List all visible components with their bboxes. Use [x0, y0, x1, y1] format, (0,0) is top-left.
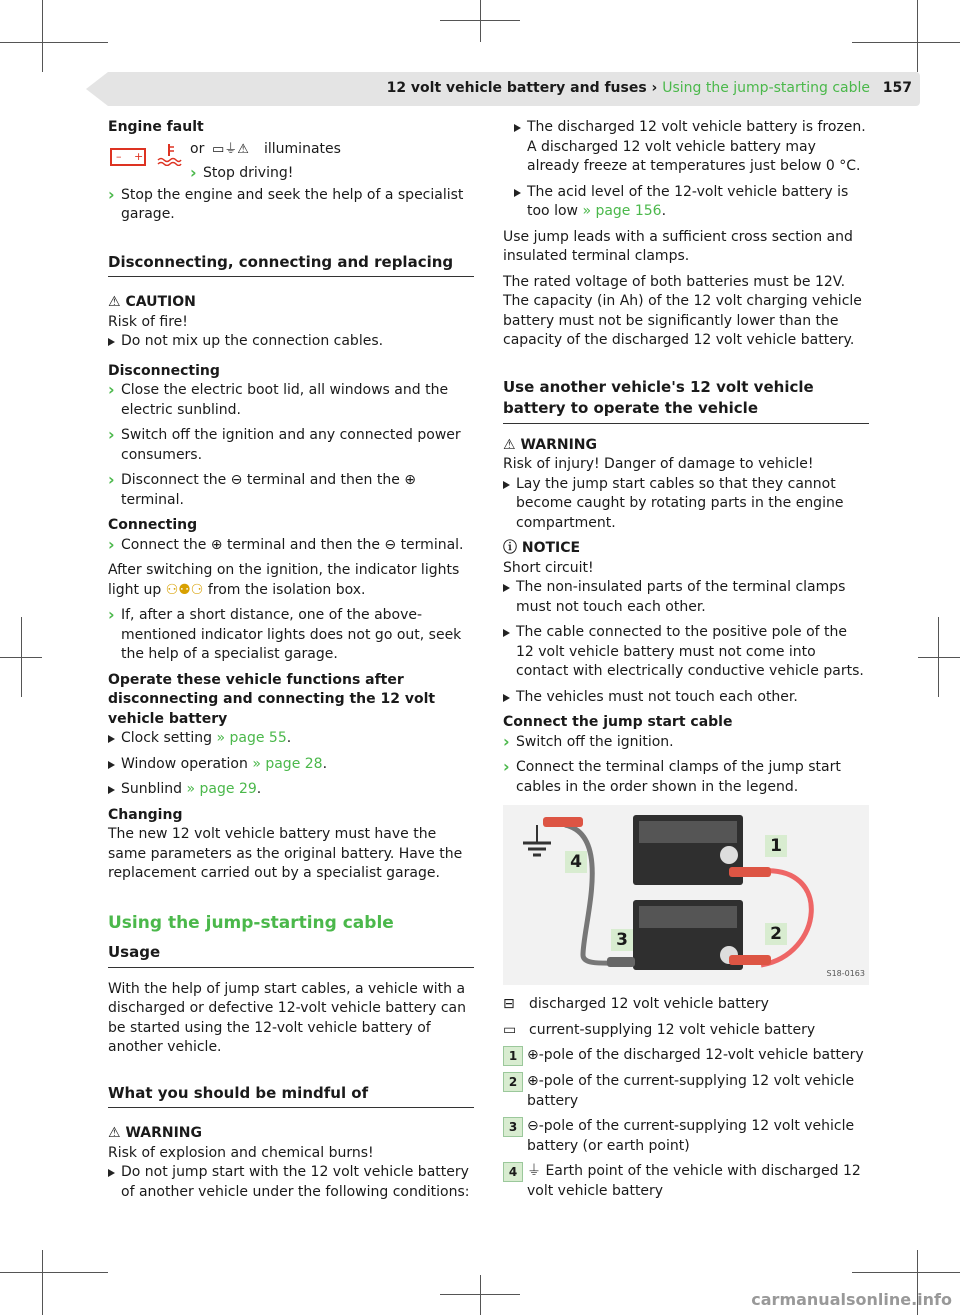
- crop-mark: [0, 1272, 108, 1273]
- legend-item-text: ⏚ Earth point of the vehicle with discharged 12 volt vehicle battery: [527, 1163, 861, 1199]
- engine-fault-block: [108, 140, 474, 186]
- warning-risk: Risk of injury! Danger of damage to vehicle!: [503, 456, 814, 472]
- crop-mark: [918, 657, 960, 658]
- legend-number: 3: [503, 1117, 523, 1137]
- heading-disconnecting: Disconnecting, connecting and replacing: [108, 253, 474, 278]
- operate-item: [108, 729, 474, 749]
- connecting-title: Connecting: [108, 517, 198, 533]
- crop-mark: [480, 1275, 481, 1315]
- caution-title: [108, 293, 474, 313]
- engine-fault-or: or: [190, 140, 205, 157]
- engine-fault-title: Engine fault: [108, 119, 204, 135]
- condition-item-text: The acid level of the 12-volt vehicle battery is too low: [527, 183, 849, 219]
- warning-title: [108, 1124, 474, 1144]
- operate-title: Operate these vehicle functions after disconnecting and connecting the 12 volt vehicle battery: [108, 671, 436, 727]
- svg-text:+: +: [134, 149, 144, 163]
- operate-item: [108, 780, 474, 800]
- legend-number: 4: [503, 1162, 523, 1182]
- indicator-lights-icons: ⚇⚉⚆: [165, 581, 204, 598]
- heading-mindful: What you should be mindful of: [108, 1084, 474, 1109]
- header-breadcrumb: [387, 80, 870, 96]
- conn-item: [108, 536, 474, 556]
- connect-item-text: Switch off the ignition.: [516, 733, 674, 750]
- connect-item: [503, 733, 869, 753]
- warning-item: [503, 475, 869, 534]
- page-link[interactable]: » page 156: [582, 203, 662, 219]
- notice-title: [503, 539, 869, 559]
- warning-triangle-icon: ⚠: [108, 1125, 121, 1141]
- changing-text: The new 12 volt vehicle battery must have the same parameters as the original battery. Have the replacement carried out by a specialist garage.: [108, 826, 463, 881]
- heading-usage: Usage: [108, 943, 474, 968]
- disc-item: [108, 471, 474, 510]
- figure-label-2: 2: [765, 923, 787, 945]
- notice-title-text: NOTICE: [521, 540, 581, 556]
- header-section: Using the jump-starting cable: [662, 80, 870, 96]
- small-battery-icon: ▭⏚⚠: [212, 141, 249, 157]
- header-chapter: 12 volt vehicle battery and fuses: [386, 80, 647, 96]
- legend-item-text: ⊕-pole of the current-supplying 12 volt vehicle battery: [527, 1073, 855, 1109]
- legend-number: 1: [503, 1046, 523, 1066]
- after-switching: [108, 561, 474, 600]
- coolant-temperature-icon: [156, 142, 182, 166]
- watermark: carmanualsonline.info: [751, 1290, 952, 1309]
- jump-start-diagram: [503, 805, 869, 985]
- right-column: [503, 118, 869, 1207]
- legend-item: [503, 1046, 869, 1066]
- caution-risk: Risk of fire!: [108, 313, 188, 330]
- legend-item-text: ⊕-pole of the discharged 12-volt vehicle battery: [527, 1047, 864, 1063]
- warning-item-text: Lay the jump start cables so that they cannot become caught by rotating parts in the engine compartment.: [516, 475, 844, 531]
- legend-item: [503, 1072, 869, 1111]
- notice-item-text: The non-insulated parts of the terminal clamps must not touch each other.: [516, 579, 846, 615]
- crop-mark: [21, 617, 22, 697]
- figure-code: S18-0163: [826, 968, 865, 978]
- legend-number: 2: [503, 1072, 523, 1092]
- heading-jump-starting: Using the jump-starting cable: [108, 912, 394, 933]
- warning-title-text: WARNING: [520, 436, 597, 453]
- condition-item-text: The discharged 12 volt vehicle battery is frozen. A discharged 12 volt vehicle battery may already freeze at temperatures just below 0 °C.: [527, 119, 866, 174]
- use-leads: Use jump leads with a sufficient cross section and insulated terminal clamps.: [503, 228, 853, 264]
- disc-item: [108, 426, 474, 465]
- crop-mark: [42, 0, 43, 72]
- warning-title: [503, 436, 869, 456]
- notice-item: [503, 688, 869, 708]
- page-number: 157: [882, 80, 912, 96]
- figure-label-3: 3: [611, 929, 633, 951]
- warning-risk: Risk of explosion and chemical burns!: [108, 1144, 374, 1161]
- legend-supplying-text: current-supplying 12 volt vehicle battery: [529, 1021, 816, 1038]
- disc-item-text: Switch off the ignition and any connected power consumers.: [121, 427, 461, 463]
- usage-text: With the help of jump start cables, a vehicle with a discharged or defective 12-volt vehicle battery can be started using the 12-volt vehicle battery of another vehicle.: [108, 980, 466, 1055]
- engine-fault-illuminates: illuminates: [264, 140, 341, 157]
- supplying-battery-icon: ▭: [503, 1021, 517, 1038]
- header-sep: ›: [646, 80, 663, 96]
- caution-item-text: Do not mix up the connection cables.: [121, 333, 384, 349]
- crop-mark: [917, 0, 918, 72]
- operate-item-end: .: [322, 755, 328, 772]
- condition-item: [514, 118, 869, 177]
- operate-item-end: .: [286, 730, 292, 746]
- operate-item-text: Window operation: [121, 755, 253, 772]
- page-link[interactable]: » page 29: [186, 781, 257, 797]
- conn-item-text: Connect the ⊕ terminal and then the ⊖ terminal.: [121, 536, 464, 553]
- notice-item-text: The vehicles must not touch each other.: [516, 688, 798, 705]
- crop-mark: [852, 1272, 960, 1273]
- disc-item-text: Close the electric boot lid, all windows and the electric sunblind.: [121, 382, 449, 418]
- discharged-battery-icon: ⊟: [503, 996, 515, 1012]
- crop-mark: [852, 42, 960, 43]
- operate-item-end: .: [256, 781, 262, 797]
- heading-another-vehicle: Use another vehicle's 12 volt vehicle battery to operate the vehicle: [503, 377, 869, 424]
- stop-driving-text: Stop driving!: [203, 164, 294, 181]
- page-header: [108, 72, 920, 106]
- caution-box: [108, 293, 474, 352]
- disc-item-text: Disconnect the ⊖ terminal and then the ⊕ terminal.: [121, 472, 417, 508]
- figure-label-1: 1: [765, 835, 787, 857]
- notice-item: [503, 578, 869, 617]
- figure-label-4: 4: [565, 851, 587, 873]
- left-column: [108, 118, 474, 1208]
- stop-engine-item: [108, 186, 474, 225]
- after-switching-text: After switching on the ignition, the indicator lights light up: [108, 562, 460, 598]
- if-after-text: If, after a short distance, one of the above-mentioned indicator lights does not go out, seek the help of a specialist garage.: [121, 607, 462, 662]
- connect-title: Connect the jump start cable: [503, 714, 733, 730]
- caution-title-text: CAUTION: [125, 294, 196, 310]
- warning-triangle-icon: ⚠: [503, 436, 516, 453]
- battery-warning-icon: [110, 146, 146, 166]
- operate-item: [108, 755, 474, 775]
- crop-mark: [0, 42, 108, 43]
- disconnecting-title: Disconnecting: [108, 362, 220, 379]
- legend-item: [503, 1117, 869, 1156]
- rated-voltage: The rated voltage of both batteries must be 12V. The capacity (in Ah) of the 12 volt charging vehicle battery must not be significantly lower than the capacity of the discharged 12 volt vehicle battery.: [503, 273, 862, 348]
- warning-item: [108, 1163, 474, 1202]
- operate-item-text: Sunblind: [121, 781, 187, 797]
- crop-mark: [480, 0, 481, 42]
- notice-item: [503, 623, 869, 682]
- notice-icon: ⓘ: [503, 540, 517, 556]
- page-link[interactable]: » page 55: [216, 730, 287, 746]
- notice-risk: Short circuit!: [503, 559, 594, 576]
- operate-item-text: Clock setting: [121, 730, 217, 746]
- legend-item-text: ⊖-pole of the current-supplying 12 volt vehicle battery (or earth point): [527, 1118, 855, 1154]
- warning-triangle-icon: ⚠: [108, 294, 121, 310]
- warning-item-text: Do not jump start with the 12 volt vehicle battery of another vehicle under the following conditions:: [121, 1164, 470, 1200]
- disc-item: [108, 381, 474, 420]
- crop-mark: [938, 617, 939, 697]
- legend-item: [503, 1162, 869, 1201]
- svg-text:–: –: [116, 149, 122, 163]
- warning-title-text: WARNING: [125, 1125, 202, 1141]
- changing-title: Changing: [108, 806, 183, 823]
- page-link[interactable]: » page 28: [252, 755, 323, 772]
- crop-mark: [42, 1250, 43, 1315]
- legend-supplying: [503, 1021, 869, 1041]
- caution-item: [108, 332, 474, 352]
- jump-start-figure: [503, 805, 869, 985]
- after-switching-end: from the isolation box.: [207, 581, 366, 598]
- stop-driving: [190, 164, 293, 184]
- legend-discharged-text: discharged 12 volt vehicle battery: [529, 996, 769, 1012]
- connect-item-text: Connect the terminal clamps of the jump start cables in the order shown in the legend.: [516, 759, 841, 795]
- condition-item: The acid level of the 12-volt vehicle battery is too low » page 156.: [514, 183, 869, 222]
- if-after-item: [108, 606, 474, 665]
- connect-item: [503, 758, 869, 797]
- notice-item-text: The cable connected to the positive pole of the 12 volt vehicle battery must not come into contact with electrically conductive vehicle parts.: [516, 624, 864, 679]
- stop-engine-text: Stop the engine and seek the help of a specialist garage.: [121, 186, 464, 222]
- legend-discharged: [503, 995, 869, 1015]
